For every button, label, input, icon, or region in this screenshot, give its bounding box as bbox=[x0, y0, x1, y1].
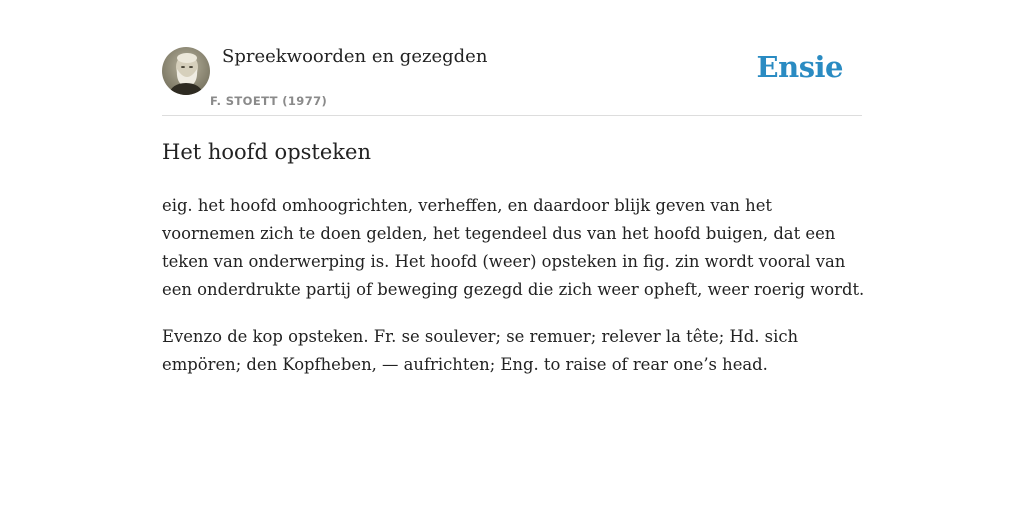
text-line: eig. het hoofd omhoogrichten, verheffen, en daardoor blijk geven van het bbox=[162, 196, 772, 215]
text-line: teken van onderwerping is. Het hoofd (weer) opsteken in fig. zin wordt vooral van bbox=[162, 252, 846, 271]
text-line: Evenzo de kop opsteken. Fr. se soulever; se remuer; relever la tête; Hd. sich bbox=[162, 327, 799, 346]
ensie-logo[interactable]: Ensie bbox=[756, 50, 843, 84]
author-portrait-icon[interactable] bbox=[162, 47, 210, 95]
author-label: F. STOETT (1977) bbox=[210, 94, 328, 108]
paragraph bbox=[162, 192, 866, 304]
book-title[interactable]: Spreekwoorden en gezegden bbox=[222, 46, 488, 67]
text-line: empören; den Kopfheben, — aufrichten; Eng. to raise of rear one’s head. bbox=[162, 355, 768, 374]
entry-title: Het hoofd opsteken bbox=[162, 140, 371, 164]
entry-body bbox=[162, 192, 866, 398]
paragraph bbox=[162, 323, 866, 379]
text-line: een onderdrukte partij of beweging gezegd die zich weer opheft, weer roerig wordt. bbox=[162, 280, 865, 299]
book-header bbox=[162, 0, 862, 116]
text-line: voornemen zich te doen gelden, het tegendeel dus van het hoofd buigen, dat een bbox=[162, 224, 836, 243]
page bbox=[162, 0, 865, 512]
